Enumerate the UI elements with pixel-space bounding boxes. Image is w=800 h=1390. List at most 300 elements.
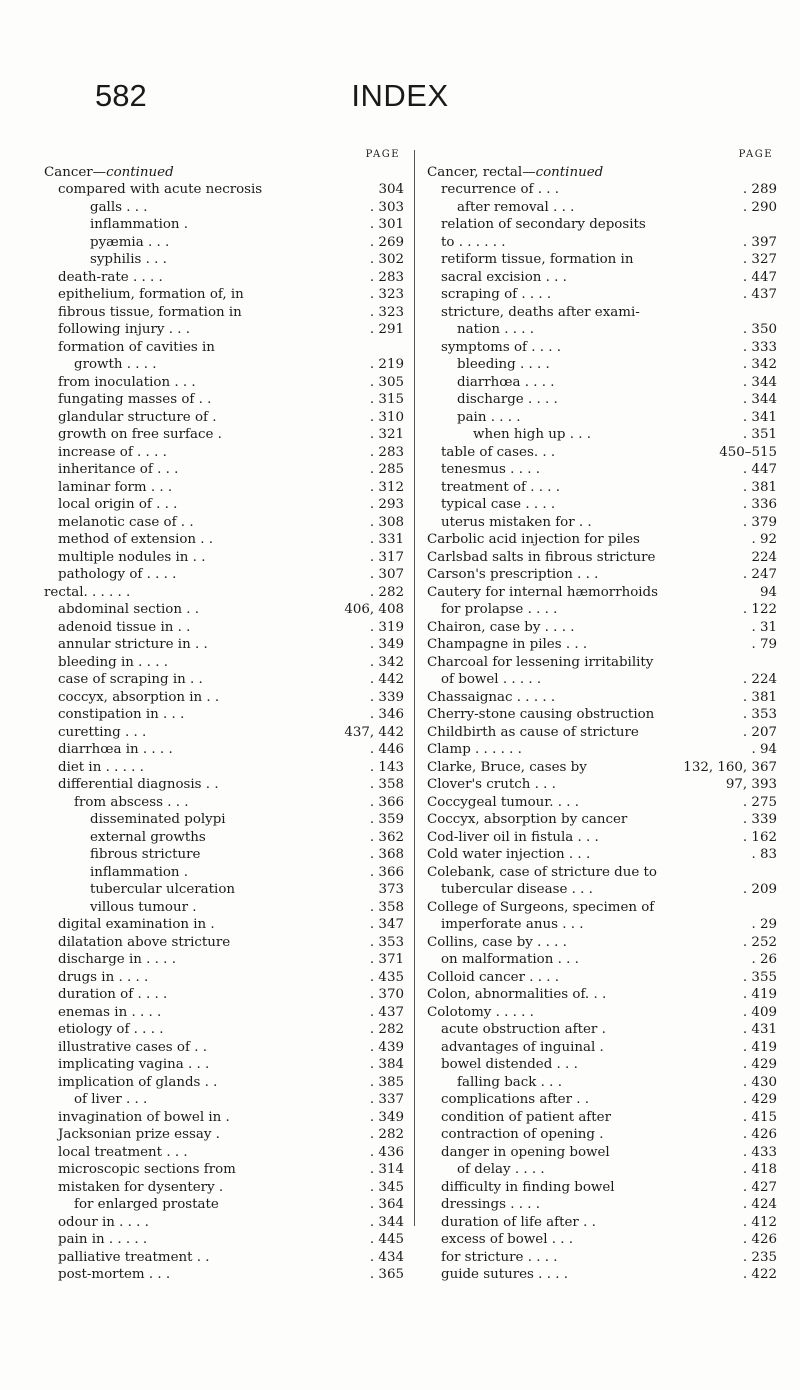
index-entry [427, 951, 777, 969]
index-entry [44, 601, 404, 619]
index-entry [427, 794, 777, 812]
entry-page: . 293 [369, 497, 404, 512]
entry-text: compared with acute necrosis [58, 182, 263, 197]
entry-page: . 364 [369, 1197, 404, 1212]
entry-page: . 447 [742, 269, 777, 285]
entry-page: . 247 [742, 567, 777, 582]
index-entry [44, 199, 404, 217]
entry-text: stricture, deaths after exami- [441, 304, 640, 320]
entry-text: Jacksonian prize essay . [58, 1127, 220, 1142]
index-entry [44, 1091, 404, 1109]
index-entry [427, 1196, 777, 1214]
entry-page: . 122 [742, 602, 777, 617]
entry-page: . 351 [742, 427, 777, 442]
entry-text: villous tumour . [90, 899, 197, 915]
entry-text: for enlarged prostate [74, 1197, 219, 1212]
index-entry [44, 479, 404, 497]
index-entry [44, 759, 404, 777]
column-header-page: PAGE [365, 149, 400, 160]
entry-text: case of scraping in . . [58, 672, 203, 687]
index-entry [427, 461, 777, 479]
entry-page: . 370 [369, 987, 404, 1002]
entry-page: . 412 [742, 1214, 777, 1230]
entry-text: excess of bowel . . . [441, 1232, 574, 1247]
index-entry [44, 269, 404, 287]
entry-text: duration of life after . . [441, 1214, 596, 1230]
entry-page: . 342 [742, 357, 777, 372]
index-entry [427, 356, 777, 374]
entry-page: . 162 [742, 829, 777, 845]
entry-text: discharge . . . . [457, 392, 558, 407]
entry-page: . 315 [369, 392, 404, 407]
entry-text: sacral excision . . . [441, 269, 567, 285]
entry-text: tubercular disease . . . [441, 882, 593, 897]
entry-page: . 337 [369, 1092, 404, 1107]
entry-page: . 384 [369, 1057, 404, 1072]
entry-page: . 445 [369, 1232, 404, 1247]
entry-page: 450–515 [719, 444, 777, 460]
entry-text: difficulty in finding bowel [441, 1179, 615, 1195]
index-entry [44, 864, 404, 882]
index-entry [44, 251, 404, 269]
entry-text: Carlsbad salts in fibrous stricture [427, 549, 656, 565]
entry-text: method of extension . . [58, 532, 214, 547]
entry-page: . 291 [369, 322, 404, 337]
entry-page: . 305 [369, 374, 404, 390]
index-entry [427, 671, 777, 689]
index-entry [44, 1109, 404, 1127]
entry-page: . 209 [742, 882, 777, 897]
entry-text: constipation in . . . [58, 707, 185, 722]
entry-page: . 435 [369, 969, 404, 985]
entry-text: tubercular ulceration [90, 882, 236, 897]
index-entry [427, 1249, 777, 1267]
entry-text: Childbirth as cause of stricture [427, 724, 639, 740]
entry-text: recurrence of . . . [441, 182, 560, 197]
entry-text: Chairon, case by . . . . [427, 619, 575, 635]
column-divider [414, 150, 415, 1226]
entry-text: death-rate . . . . [58, 269, 163, 285]
entry-page: . 29 [751, 917, 777, 932]
entry-text: from inoculation . . . [58, 374, 196, 390]
entry-text: duration of . . . . [58, 987, 168, 1002]
index-entry [44, 409, 404, 427]
index-entry [44, 846, 404, 864]
index-entry [427, 304, 777, 322]
entry-page: . 371 [369, 952, 404, 967]
index-entry [427, 636, 777, 654]
entry-page: . 235 [742, 1249, 777, 1265]
entry-page: . 434 [369, 1249, 404, 1265]
index-entry [427, 601, 777, 619]
entry-text: differential diagnosis . . [58, 777, 219, 792]
entry-text: table of cases. . . [441, 444, 556, 460]
entry-text: microscopic sections from [58, 1162, 236, 1177]
entry-page: . 439 [369, 1039, 404, 1055]
entry-page: 224 [751, 549, 777, 565]
entry-text: Collins, case by . . . . [427, 934, 567, 950]
index-entry [427, 986, 777, 1004]
entry-page: . 409 [742, 1004, 777, 1020]
index-entry [427, 934, 777, 952]
index-entry [427, 549, 777, 567]
entry-text: College of Surgeons, specimen of [427, 899, 655, 915]
index-entry [44, 1161, 404, 1179]
entry-page: . 308 [369, 514, 404, 530]
entry-page: . 327 [742, 252, 777, 267]
index-entry [427, 1214, 777, 1232]
index-entry [427, 619, 777, 637]
entry-text: uterus mistaken for . . [441, 514, 592, 530]
column-header-page: PAGE [738, 149, 773, 160]
index-entry [44, 1126, 404, 1144]
entry-text: coccyx, absorption in . . [58, 689, 220, 705]
entry-page: . 341 [742, 409, 777, 425]
entry-text: Clamp . . . . . . [427, 742, 522, 757]
entry-text: melanotic case of . . [58, 514, 194, 530]
entry-text: Clover's crutch . . . [427, 777, 556, 792]
index-entry [44, 654, 404, 672]
entry-text: drugs in . . . . [58, 969, 149, 985]
index-entry [427, 881, 777, 899]
entry-text: odour in . . . . [58, 1214, 149, 1230]
index-entry [44, 1021, 404, 1039]
index-entry [44, 724, 404, 742]
entry-page: . 92 [751, 532, 777, 547]
index-entry [44, 1074, 404, 1092]
entry-page: . 419 [742, 987, 777, 1002]
entry-text: of delay . . . . [457, 1162, 545, 1177]
entry-text: formation of cavities in [58, 339, 215, 355]
entry-page: . 427 [742, 1179, 777, 1195]
entry-text: contraction of opening . [441, 1127, 604, 1142]
index-entry [427, 216, 777, 234]
entry-page: . 368 [369, 847, 404, 862]
index-entry [44, 181, 404, 199]
entry-text: Cod-liver oil in fistula . . . [427, 829, 599, 845]
entry-text: retiform tissue, formation in [441, 252, 634, 267]
entry-text: Coccygeal tumour. . . . [427, 794, 580, 810]
entry-page: . 302 [369, 252, 404, 267]
entry-text: annular stricture in . . [58, 637, 208, 652]
entry-page: . 359 [369, 812, 404, 827]
index-entry [44, 391, 404, 409]
entry-page: . 143 [369, 759, 404, 775]
entry-page: . 317 [369, 549, 404, 565]
index-entry [427, 269, 777, 287]
index-entry [427, 1074, 777, 1092]
entry-page: . 347 [369, 917, 404, 932]
entry-page: . 339 [742, 812, 777, 827]
entry-page: 373 [378, 882, 404, 897]
index-entry [427, 234, 777, 252]
entry-page: . 442 [369, 672, 404, 687]
entry-text: Cherry-stone causing obstruction [427, 707, 655, 722]
entry-page: . 447 [742, 462, 777, 477]
entry-page: . 430 [742, 1074, 777, 1090]
entry-page: . 358 [369, 899, 404, 915]
index-entry [427, 164, 777, 182]
index-entry [427, 199, 777, 217]
page-number: 582 [95, 78, 147, 113]
entry-page: . 285 [369, 462, 404, 477]
entry-page: . 437 [369, 1004, 404, 1020]
index-column-right [427, 146, 777, 1284]
entry-text: following injury . . . [58, 322, 191, 337]
entry-text: Coccyx, absorption by cancer [427, 812, 628, 827]
index-entry [44, 1196, 404, 1214]
entry-text: enemas in . . . . [58, 1004, 162, 1020]
entry-text: multiple nodules in . . [58, 549, 206, 565]
entry-page: . 418 [742, 1162, 777, 1177]
entry-text: treatment of . . . . [441, 479, 561, 495]
entry-text: for prolapse . . . . [441, 602, 558, 617]
index-entry [427, 654, 777, 672]
index-entry [44, 706, 404, 724]
index-entry [44, 1231, 404, 1249]
entry-text: palliative treatment . . [58, 1249, 210, 1265]
index-entry [427, 1179, 777, 1197]
index-entry [427, 321, 777, 339]
index-entry [44, 1266, 404, 1284]
entry-text: rectal. . . . . . [44, 584, 131, 600]
index-entry [427, 1266, 777, 1284]
entry-page: 132, 160, 367 [683, 759, 777, 775]
entry-page: . 426 [742, 1232, 777, 1247]
entry-text: inheritance of . . . [58, 462, 179, 477]
entries-right [427, 164, 777, 1284]
entry-page: . 366 [369, 794, 404, 810]
entry-page: . 323 [369, 287, 404, 302]
entry-page: . 429 [742, 1057, 777, 1072]
entry-page: . 431 [742, 1022, 777, 1037]
index-entry [44, 829, 404, 847]
entry-text: glandular structure of . [58, 409, 217, 425]
index-entry [44, 899, 404, 917]
entry-text: to . . . . . . [441, 234, 506, 250]
index-entry [44, 514, 404, 532]
entry-page: . 415 [742, 1109, 777, 1125]
entry-text: diet in . . . . . [58, 759, 144, 775]
entry-page: . 429 [742, 1092, 777, 1107]
entry-page: . 350 [742, 322, 777, 337]
entry-page: . 282 [369, 1022, 404, 1037]
entry-page: . 397 [742, 234, 777, 250]
index-entry [427, 1039, 777, 1057]
index-entry [427, 496, 777, 514]
index-entry [427, 846, 777, 864]
index-entry [44, 374, 404, 392]
entry-text: bleeding in . . . . [58, 654, 168, 670]
entry-page: . 365 [369, 1267, 404, 1282]
index-entry [427, 339, 777, 357]
entry-text: Cautery for internal hæmorrhoids [427, 584, 659, 600]
entry-text: Carbolic acid injection for piles [427, 532, 640, 547]
entry-text: for stricture . . . . [441, 1249, 558, 1265]
index-entry [427, 706, 777, 724]
entry-text: dilatation above stricture [58, 934, 231, 950]
index-entry [44, 881, 404, 899]
index-entry [44, 951, 404, 969]
entry-text: external growths [90, 829, 206, 845]
entry-text: curetting . . . [58, 724, 147, 740]
index-entry [427, 1126, 777, 1144]
index-entry [44, 636, 404, 654]
entry-text: Colloid cancer . . . . [427, 969, 560, 985]
entry-text: danger in opening bowel [441, 1144, 610, 1160]
index-entry [427, 566, 777, 584]
entry-text: of liver . . . [74, 1092, 148, 1107]
entry-text: relation of secondary deposits [441, 217, 646, 232]
entry-page: . 331 [369, 532, 404, 547]
entry-page: . 385 [369, 1074, 404, 1090]
entry-page: . 424 [742, 1197, 777, 1212]
entry-page: . 314 [369, 1162, 404, 1177]
index-entry [44, 1214, 404, 1232]
entries-left [44, 164, 404, 1284]
index-entry [44, 776, 404, 794]
entry-page: 304 [378, 182, 404, 197]
entry-text: bowel distended . . . [441, 1057, 578, 1072]
index-entry [427, 286, 777, 304]
entry-page: . 426 [742, 1127, 777, 1142]
entry-page: . 83 [751, 847, 777, 862]
entry-page: . 433 [742, 1144, 777, 1160]
entry-text: when high up . . . [473, 427, 591, 442]
index-entry [427, 724, 777, 742]
index-entry [44, 566, 404, 584]
index-entry [427, 1144, 777, 1162]
entry-page: . 301 [369, 217, 404, 232]
entry-page: . 94 [751, 742, 777, 757]
entry-text: growth on free surface . [58, 427, 222, 442]
entry-page: . 79 [751, 637, 777, 652]
index-entry [427, 391, 777, 409]
index-entry [427, 811, 777, 829]
entry-text: Chassaignac . . . . . [427, 689, 556, 705]
entry-text: acute obstruction after . [441, 1022, 606, 1037]
entry-text: increase of . . . . [58, 444, 167, 460]
entry-text: Carson's prescription . . . [427, 567, 599, 582]
entry-page: . 379 [742, 514, 777, 530]
entry-text: from abscess . . . [74, 794, 189, 810]
entry-page: . 336 [742, 497, 777, 512]
entry-page: . 381 [742, 479, 777, 495]
index-entry [44, 304, 404, 322]
entry-page: . 283 [369, 269, 404, 285]
entry-page: . 346 [369, 707, 404, 722]
entry-text: Cancer—continued [44, 164, 174, 180]
index-entry [44, 356, 404, 374]
entry-text: etiology of . . . . [58, 1022, 164, 1037]
entry-text: diarrhœa . . . . [457, 374, 555, 390]
entry-text: on malformation . . . [441, 952, 579, 967]
entry-text: imperforate anus . . . [441, 917, 584, 932]
index-entry [427, 689, 777, 707]
entry-text: Cold water injection . . . [427, 847, 591, 862]
entry-page: . 252 [742, 934, 777, 950]
index-entry [44, 234, 404, 252]
index-entry [44, 1249, 404, 1267]
index-entry [44, 671, 404, 689]
entry-text: implicating vagina . . . [58, 1057, 210, 1072]
entry-text: growth . . . . [74, 357, 157, 372]
index-entry [427, 479, 777, 497]
index-entry [427, 1004, 777, 1022]
entry-text: invagination of bowel in . [58, 1109, 230, 1125]
index-entry [427, 1231, 777, 1249]
entry-text: Charcoal for lessening irritability [427, 654, 654, 670]
entry-page: . 436 [369, 1144, 404, 1160]
entry-page: . 353 [742, 707, 777, 722]
index-entry [44, 1144, 404, 1162]
entry-text: mistaken for dysentery . [58, 1179, 224, 1195]
index-entry [427, 1109, 777, 1127]
index-entry [427, 1021, 777, 1039]
index-entry [44, 496, 404, 514]
index-entry [44, 339, 404, 357]
entry-text: of bowel . . . . . [441, 672, 542, 687]
entry-page: 94 [759, 584, 777, 600]
entry-text: Colon, abnormalities of. . . [427, 987, 607, 1002]
entry-text: disseminated polypi [90, 812, 226, 827]
entry-text: Colebank, case of stricture due to [427, 864, 657, 880]
entry-page: . 303 [369, 199, 404, 215]
entry-text: pain . . . . [457, 409, 521, 425]
entry-page: . 345 [369, 1179, 404, 1195]
entry-page: . 31 [751, 619, 777, 635]
index-entry [44, 286, 404, 304]
entry-page: . 219 [369, 357, 404, 372]
entry-page: . 353 [369, 934, 404, 950]
index-entry [427, 864, 777, 882]
entry-text: discharge in . . . . [58, 952, 176, 967]
index-entry [44, 741, 404, 759]
entry-page: . 349 [369, 1109, 404, 1125]
index-entry [427, 444, 777, 462]
entry-text: illustrative cases of . . [58, 1039, 207, 1055]
entry-text: syphilis . . . [90, 252, 167, 267]
entry-text: local origin of . . . [58, 497, 178, 512]
index-entry [427, 514, 777, 532]
index-entry [427, 829, 777, 847]
entry-text: inflammation . [90, 864, 189, 880]
entry-page: . 207 [742, 724, 777, 740]
entry-text: nation . . . . [457, 322, 535, 337]
entry-page: . 333 [742, 339, 777, 355]
index-entry [44, 986, 404, 1004]
entry-text: post-mortem . . . [58, 1267, 171, 1282]
index-entry [44, 164, 404, 182]
entry-page: . 358 [369, 777, 404, 792]
entry-text: digital examination in . [58, 917, 215, 932]
entry-text: abdominal section . . [58, 602, 199, 617]
entry-text: advantages of inguinal . [441, 1039, 604, 1055]
index-entry [427, 181, 777, 199]
entry-page: . 312 [369, 479, 404, 495]
entry-text: pain in . . . . . [58, 1232, 148, 1247]
entry-text: bleeding . . . . [457, 357, 550, 372]
index-entry [427, 741, 777, 759]
entry-page: . 344 [742, 374, 777, 390]
entry-text: galls . . . [90, 199, 148, 215]
entry-text: local treatment . . . [58, 1144, 188, 1160]
entry-text: fibrous tissue, formation in [58, 304, 242, 320]
index-entry [44, 531, 404, 549]
entry-text: adenoid tissue in . . [58, 619, 191, 635]
page-header [0, 78, 800, 118]
index-entry [427, 916, 777, 934]
